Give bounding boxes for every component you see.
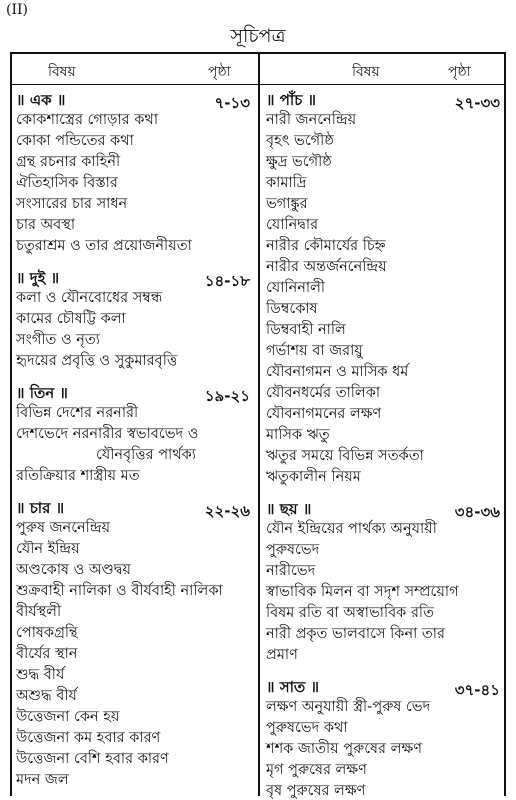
toc-entry: চতুরাশ্রম ও তার প্রয়োজনীয়তা xyxy=(16,238,192,254)
toc-entry: যৌন ইন্দ্রিয়ের পার্থক্য অনুযায়ী xyxy=(266,521,437,537)
toc-entry: যৌবনধর্মের তালিকা xyxy=(266,385,381,401)
toc-entry: যৌবনাগমন ও মাসিক ধর্ম xyxy=(266,364,409,380)
page-title: সূচিপত্র xyxy=(230,25,286,47)
toc-entry: বীর্যস্থলী xyxy=(16,604,62,620)
section-page-range: ২২-২৬ xyxy=(204,502,250,520)
toc-entry: ডিম্বকোষ xyxy=(266,301,318,317)
toc-entry: কামের চৌষট্টি কলা xyxy=(16,311,126,327)
section-heading: ॥ পাঁচ ॥ xyxy=(266,91,317,109)
toc-entry: শশক জাতীয় পুরুষের লক্ষণ xyxy=(266,741,422,757)
section-heading: ॥ এক ॥ xyxy=(16,91,66,109)
toc-entry: পুরুষভেদ xyxy=(266,542,320,558)
toc-entry: শুদ্ধ বীর্য xyxy=(16,667,65,683)
toc-entry: পোষকগ্রন্থি xyxy=(16,625,78,641)
toc-entry: নারী প্রকৃত ভালবাসে কিনা তার xyxy=(266,626,445,642)
column-divider xyxy=(258,52,260,796)
toc-entry: সংসারের চার সাধন xyxy=(16,196,128,212)
toc-entry: দেশভেদে নরনারীর স্বভাবভেদ ও xyxy=(16,426,199,442)
toc-entry: যৌন ইন্দ্রিয় xyxy=(16,541,80,557)
section-page-range: ২৭-৩৩ xyxy=(454,94,500,112)
toc-entry: মৃগ পুরুষের লক্ষণ xyxy=(266,762,367,778)
toc-entry: নারী জননেন্দ্রিয় xyxy=(266,112,357,128)
toc-entry: নারীর অন্তর্জননেন্দ্রিয় xyxy=(266,259,387,275)
toc-entry: বীর্যের স্থান xyxy=(16,646,78,662)
left-subject-header: বিষয় xyxy=(48,64,76,80)
toc-entry: কামাদ্রি xyxy=(266,175,307,191)
toc-entry: যোনিনালী xyxy=(266,280,326,296)
toc-entry: শুক্রবাহী নালিকা ও বীর্যবাহী নালিকা xyxy=(16,583,223,599)
toc-entry: অশুদ্ধ বীর্য xyxy=(16,688,77,704)
toc-entry: গর্ভাশয় বা জরায়ু xyxy=(266,343,363,359)
toc-entry: ভগাঙ্কুর xyxy=(266,196,308,212)
toc-entry: প্রমাণ xyxy=(266,647,298,663)
toc-entry: পুরুষ জননেন্দ্রিয় xyxy=(16,520,111,536)
toc-entry: ক্ষুদ্র ভগৌষ্ঠ xyxy=(266,154,332,170)
toc-entry: হৃদয়ের প্রবৃত্তি ও সুকুমারবৃত্তি xyxy=(16,353,178,369)
section-heading: ॥ চার ॥ xyxy=(16,499,65,517)
toc-entry: স্বাভাবিক মিলন বা সদৃশ সম্প্রয়োগ xyxy=(266,584,459,600)
toc-entry: গ্রন্থ রচনার কাহিনী xyxy=(16,154,121,170)
toc-entry: কোকা পন্ডিতের কথা xyxy=(16,133,134,149)
section-heading: ॥ ছয় ॥ xyxy=(266,500,312,518)
toc-entry: নারীভেদ xyxy=(266,563,316,579)
toc-entry: সংগীত ও নৃত্য xyxy=(16,332,100,348)
toc-entry: বিষম রতি বা অস্বাভাবিক রতি xyxy=(266,605,434,621)
toc-entry: পুরুষভেদ কথা xyxy=(266,720,348,736)
right-page-header: পৃষ্ঠা xyxy=(448,64,471,80)
toc-entry: নারীর কৌমার্যের চিহ্ন xyxy=(266,238,386,254)
toc-entry: ঋতুকালীন নিয়ম xyxy=(266,469,361,485)
left-page-header: পৃষ্ঠা xyxy=(208,64,231,80)
section-heading: ॥ দুই ॥ xyxy=(16,269,60,287)
section-page-range: ৩৪-৩৬ xyxy=(454,503,500,521)
toc-entry: উত্তেজনা বেশি হবার কারণ xyxy=(16,751,169,767)
toc-entry: বিভিন্ন দেশের নরনারী xyxy=(16,405,139,421)
toc-entry: উত্তেজনা কেন হয় xyxy=(16,709,120,725)
section-page-range: ১৪-১৮ xyxy=(204,272,250,290)
toc-entry: চার অবস্থা xyxy=(16,217,76,233)
toc-entry: যোনিদ্বার xyxy=(266,217,319,233)
header-rule xyxy=(10,84,506,85)
toc-entry: মাসিক ঋতু xyxy=(266,427,330,443)
page-label: (II) xyxy=(6,2,28,18)
toc-entry: ঋতুর সময়ে বিভিন্ন সতর্কতা xyxy=(266,448,424,464)
toc-entry: রতিক্রিয়ার শাস্ত্রীয় মত xyxy=(16,468,140,484)
toc-entry: যৌবনাগমনের লক্ষণ xyxy=(266,406,382,422)
section-page-range: ১৯-২১ xyxy=(204,387,250,405)
toc-entry: যৌনবৃত্তির পার্থক্য xyxy=(96,447,196,463)
right-subject-header: বিষয় xyxy=(352,64,380,80)
toc-entry: কলা ও যৌনবোধের সম্বন্ধ xyxy=(16,290,163,306)
toc-entry: লক্ষণ অনুযায়ী স্ত্রী-পুরুষ ভেদ xyxy=(266,699,431,715)
toc-entry: বৃহৎ ভগৌষ্ঠ xyxy=(266,133,334,149)
toc-entry: কোকশাস্ত্রের গোড়ার কথা xyxy=(16,112,159,128)
section-page-range: ৩৭-৪১ xyxy=(454,681,500,699)
toc-entry: উত্তেজনা কম হবার কারণ xyxy=(16,730,161,746)
toc-entry: অণ্ডকোষ ও অণ্ডদ্বয় xyxy=(16,562,131,578)
toc-entry: মদন জল xyxy=(16,772,69,788)
toc-entry: বৃষ পুরুষের লক্ষণ xyxy=(266,783,366,799)
toc-entry: ডিম্ববাহী নালি xyxy=(266,322,346,338)
section-page-range: ৭-১৩ xyxy=(214,94,250,112)
toc-entry: ঐতিহাসিক বিস্তার xyxy=(16,175,118,191)
section-heading: ॥ সাত ॥ xyxy=(266,678,319,696)
section-heading: ॥ তিন ॥ xyxy=(16,384,68,402)
